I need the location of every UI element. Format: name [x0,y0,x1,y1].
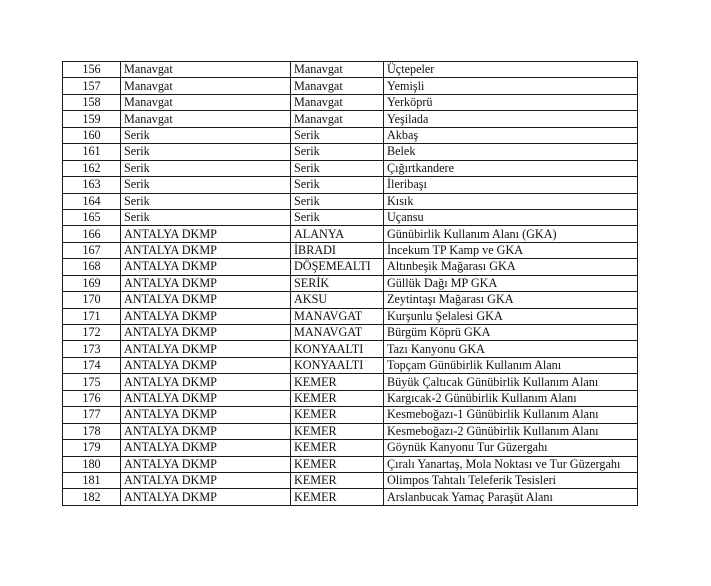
district-cell: Serik [291,144,384,160]
table-row [63,390,638,406]
table-row [63,456,638,472]
table-row [63,144,638,160]
district-cell: Manavgat [291,62,384,78]
area-name-cell: Topçam Günübirlik Kullanım Alanı [384,357,638,373]
district-cell: Serik [291,177,384,193]
area-name-cell: Çıralı Yanartaş, Mola Noktası ve Tur Güzergahı [384,456,638,472]
table-row [63,308,638,324]
district-cell: KEMER [291,374,384,390]
unit-cell: ANTALYA DKMP [121,472,291,488]
area-name-cell: Kargıcak-2 Günübirlik Kullanım Alanı [384,390,638,406]
row-number-cell: 162 [63,160,121,176]
unit-cell: Serik [121,127,291,143]
row-number-cell: 181 [63,472,121,488]
table-row [63,325,638,341]
row-number-cell: 175 [63,374,121,390]
area-name-cell: Bürgüm Köprü GKA [384,325,638,341]
table-row [63,111,638,127]
row-number-cell: 160 [63,127,121,143]
area-name-cell: Güllük Dağı MP GKA [384,275,638,291]
district-cell: İBRADI [291,242,384,258]
table-row [63,423,638,439]
district-cell: Manavgat [291,94,384,110]
row-number-cell: 171 [63,308,121,324]
table-row [63,275,638,291]
district-cell: SERİK [291,275,384,291]
unit-cell: ANTALYA DKMP [121,423,291,439]
row-number-cell: 169 [63,275,121,291]
unit-cell: ANTALYA DKMP [121,407,291,423]
table-row [63,357,638,373]
table-row [63,374,638,390]
district-cell: KONYAALTI [291,357,384,373]
row-number-cell: 163 [63,177,121,193]
unit-cell: ANTALYA DKMP [121,440,291,456]
area-name-cell: Tazı Kanyonu GKA [384,341,638,357]
table-row [63,407,638,423]
unit-cell: Manavgat [121,78,291,94]
unit-cell: Serik [121,160,291,176]
row-number-cell: 174 [63,357,121,373]
area-name-cell: Uçansu [384,209,638,225]
district-cell: DÖŞEMEALTI [291,259,384,275]
unit-cell: ANTALYA DKMP [121,242,291,258]
area-name-cell: İncekum TP Kamp ve GKA [384,242,638,258]
table-row [63,440,638,456]
row-number-cell: 164 [63,193,121,209]
unit-cell: ANTALYA DKMP [121,390,291,406]
row-number-cell: 182 [63,489,121,505]
unit-cell: ANTALYA DKMP [121,374,291,390]
table-row [63,242,638,258]
district-cell: AKSU [291,292,384,308]
table-row [63,78,638,94]
area-name-cell: Göynük Kanyonu Tur Güzergahı [384,440,638,456]
area-name-cell: Belek [384,144,638,160]
area-name-cell: Yemişli [384,78,638,94]
row-number-cell: 172 [63,325,121,341]
unit-cell: ANTALYA DKMP [121,226,291,242]
table-row [63,472,638,488]
district-cell: Manavgat [291,111,384,127]
area-name-cell: Üçtepeler [384,62,638,78]
unit-cell: Serik [121,144,291,160]
area-name-cell: Yerköprü [384,94,638,110]
district-cell: Serik [291,160,384,176]
unit-cell: Serik [121,177,291,193]
row-number-cell: 161 [63,144,121,160]
row-number-cell: 157 [63,78,121,94]
table-row [63,292,638,308]
row-number-cell: 158 [63,94,121,110]
row-number-cell: 159 [63,111,121,127]
table-row [63,259,638,275]
unit-cell: ANTALYA DKMP [121,292,291,308]
table-row [63,489,638,505]
unit-cell: Serik [121,209,291,225]
table-row [63,127,638,143]
row-number-cell: 180 [63,456,121,472]
unit-cell: ANTALYA DKMP [121,357,291,373]
area-name-cell: Zeytintaşı Mağarası GKA [384,292,638,308]
row-number-cell: 170 [63,292,121,308]
unit-cell: ANTALYA DKMP [121,489,291,505]
unit-cell: ANTALYA DKMP [121,341,291,357]
row-number-cell: 156 [63,62,121,78]
area-name-cell: Günübirlik Kullanım Alanı (GKA) [384,226,638,242]
row-number-cell: 166 [63,226,121,242]
area-name-cell: Akbaş [384,127,638,143]
unit-cell: ANTALYA DKMP [121,275,291,291]
area-name-cell: Kısık [384,193,638,209]
area-name-cell: Yeşilada [384,111,638,127]
row-number-cell: 176 [63,390,121,406]
district-cell: Serik [291,193,384,209]
area-name-cell: Büyük Çaltıcak Günübirlik Kullanım Alanı [384,374,638,390]
district-cell: ALANYA [291,226,384,242]
district-cell: Serik [291,127,384,143]
district-cell: KONYAALTI [291,341,384,357]
area-name-cell: Olimpos Tahtalı Teleferik Tesisleri [384,472,638,488]
table-row [63,341,638,357]
district-cell: KEMER [291,423,384,439]
area-name-cell: Altınbeşik Mağarası GKA [384,259,638,275]
table-row [63,177,638,193]
table-row [63,62,638,78]
table-row [63,160,638,176]
area-name-cell: İleribaşı [384,177,638,193]
unit-cell: ANTALYA DKMP [121,259,291,275]
area-name-cell: Kesmeboğazı-2 Günübirlik Kullanım Alanı [384,423,638,439]
unit-cell: ANTALYA DKMP [121,308,291,324]
district-cell: MANAVGAT [291,325,384,341]
district-cell: Manavgat [291,78,384,94]
table-body [63,62,638,506]
district-cell: KEMER [291,390,384,406]
area-name-cell: Kurşunlu Şelalesi GKA [384,308,638,324]
district-cell: KEMER [291,440,384,456]
row-number-cell: 177 [63,407,121,423]
area-name-cell: Çığırtkandere [384,160,638,176]
unit-cell: Serik [121,193,291,209]
area-name-cell: Arslanbucak Yamaç Paraşüt Alanı [384,489,638,505]
unit-cell: ANTALYA DKMP [121,456,291,472]
row-number-cell: 173 [63,341,121,357]
unit-cell: Manavgat [121,94,291,110]
table-row [63,226,638,242]
district-cell: KEMER [291,456,384,472]
table-row [63,193,638,209]
area-name-cell: Kesmeboğazı-1 Günübirlik Kullanım Alanı [384,407,638,423]
row-number-cell: 168 [63,259,121,275]
row-number-cell: 167 [63,242,121,258]
row-number-cell: 179 [63,440,121,456]
row-number-cell: 178 [63,423,121,439]
unit-cell: Manavgat [121,62,291,78]
district-cell: Serik [291,209,384,225]
unit-cell: ANTALYA DKMP [121,325,291,341]
row-number-cell: 165 [63,209,121,225]
district-cell: KEMER [291,407,384,423]
district-cell: MANAVGAT [291,308,384,324]
table-row [63,209,638,225]
district-cell: KEMER [291,489,384,505]
unit-cell: Manavgat [121,111,291,127]
district-cell: KEMER [291,472,384,488]
table-row [63,94,638,110]
data-table [62,61,638,506]
